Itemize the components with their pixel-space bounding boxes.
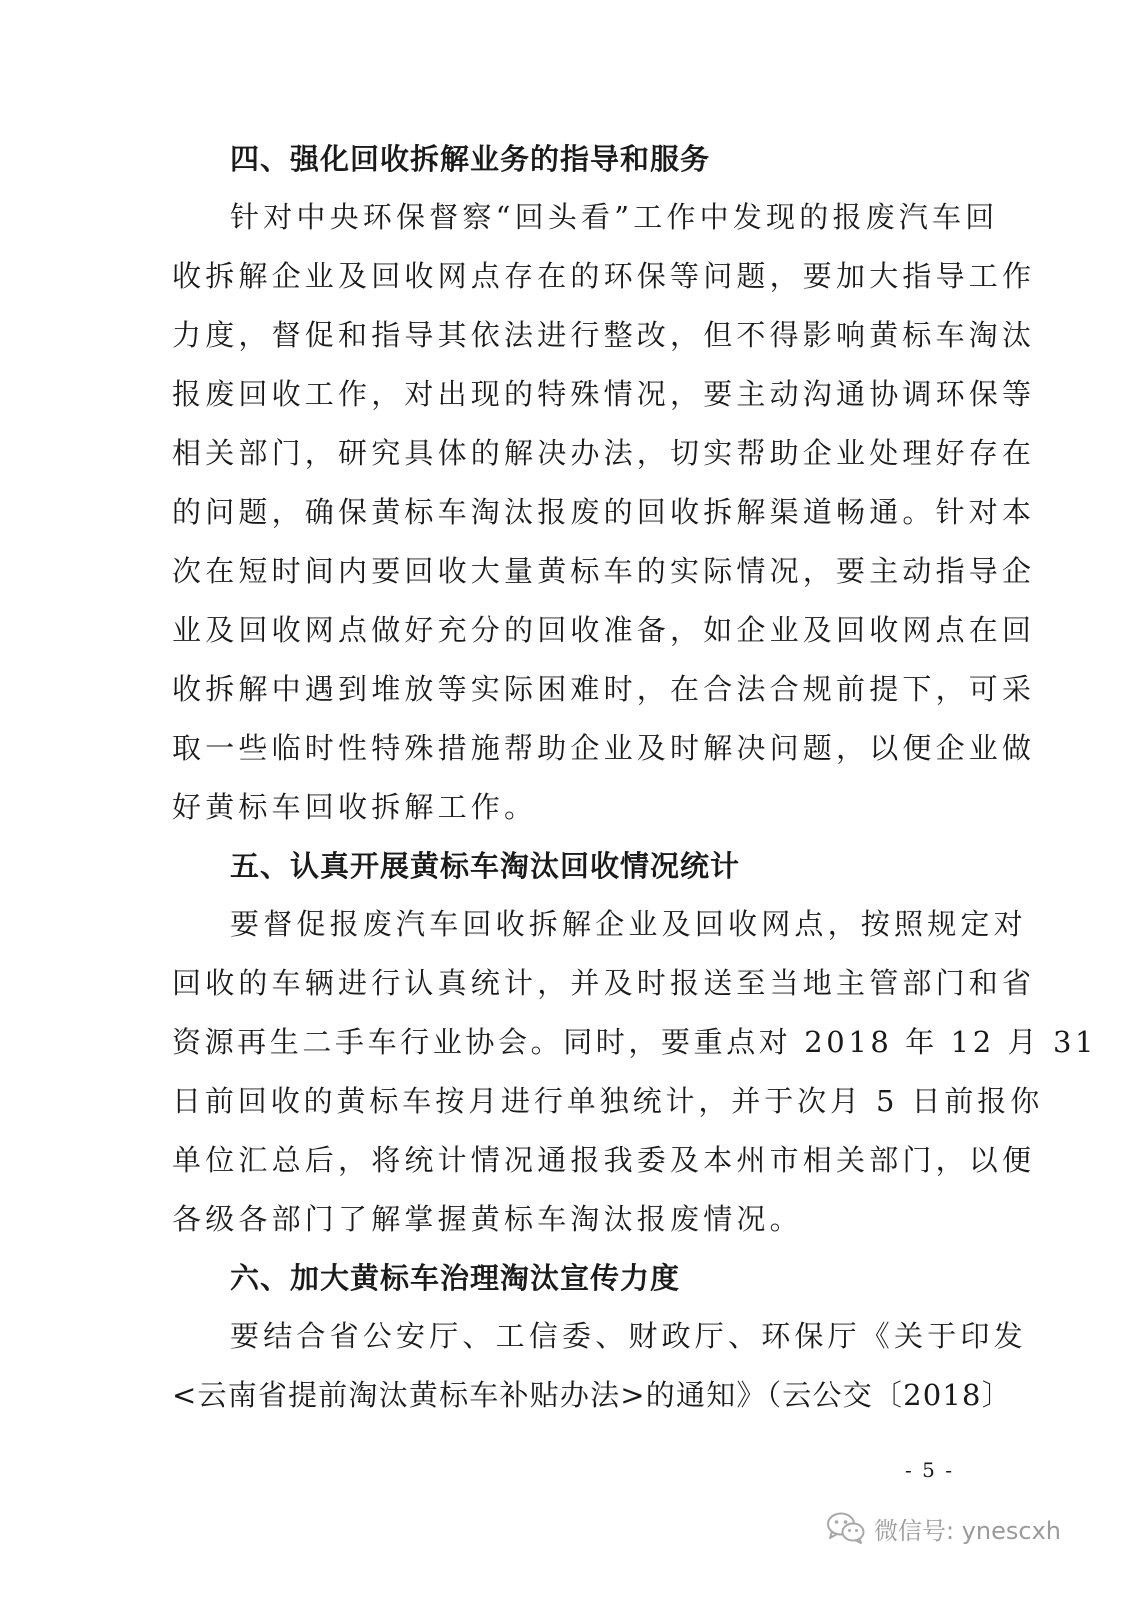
paragraph-line: 好黄标车回收拆解工作。 (172, 790, 538, 824)
paragraph-line: <云南省提前淘汰黄标车补贴办法>的通知》（云公交〔2018〕 (172, 1378, 1012, 1412)
paragraph-line: 回收的车辆进行认真统计，并及时报送至当地主管部门和省 (172, 966, 1036, 1000)
paragraph-line: 收拆解企业及回收网点存在的环保等问题，要加大指导工作 (172, 259, 1036, 293)
paragraph-line: 报废回收工作，对出现的特殊情况，要主动沟通协调环保等 (172, 377, 1036, 411)
paragraph-line: 要结合省公安厅、工信委、财政厅、环保厅《关于印发 (230, 1319, 1027, 1353)
paragraph-line: 的问题，确保黄标车淘汰报废的回收拆解渠道畅通。针对本 (172, 495, 1036, 529)
paragraph-line: 相关部门，研究具体的解决办法，切实帮助企业处理好存在 (172, 436, 1036, 470)
wechat-icon (826, 1511, 866, 1545)
paragraph-line: 次在短时间内要回收大量黄标车的实际情况，要主动指导企 (172, 554, 1036, 588)
section-heading-5: 五、认真开展黄标车淘汰回收情况统计 (230, 849, 741, 883)
paragraph-line: 针对中央环保督察“回头看”工作中发现的报废汽车回 (230, 200, 999, 234)
paragraph-line: 取一些临时性特殊措施帮助企业及时解决问题，以便企业做 (172, 731, 1036, 765)
section-heading-6: 六、加大黄标车治理淘汰宣传力度 (230, 1261, 681, 1295)
paragraph-line: 业及回收网点做好充分的回收准备，如企业及回收网点在回 (172, 613, 1036, 647)
paragraph-line: 日前回收的黄标车按月进行单独统计，并于次月 5 日前报你 (172, 1084, 1044, 1118)
paragraph-line: 单位汇总后，将统计情况通报我委及本州市相关部门，以便 (172, 1143, 1036, 1177)
document-body (172, 130, 1098, 1425)
paragraph-line: 要督促报废汽车回收拆解企业及回收网点，按照规定对 (230, 907, 1027, 941)
section-heading-4: 四、强化回收拆解业务的指导和服务 (230, 142, 711, 176)
paragraph-line: 资源再生二手车行业协会。同时，要重点对 2018 年 12 月 31 (172, 1025, 1098, 1059)
watermark-text: 微信号: ynescxh (874, 1516, 1062, 1545)
paragraph-line: 力度，督促和指导其依法进行整改，但不得影响黄标车淘汰 (172, 318, 1036, 352)
page-number: - 5 - (905, 1458, 954, 1482)
wechat-watermark (826, 1508, 1061, 1548)
paragraph-line: 各级各部门了解掌握黄标车淘汰报废情况。 (172, 1202, 803, 1236)
paragraph-line: 收拆解中遇到堆放等实际困难时，在合法合规前提下，可采 (172, 672, 1036, 706)
